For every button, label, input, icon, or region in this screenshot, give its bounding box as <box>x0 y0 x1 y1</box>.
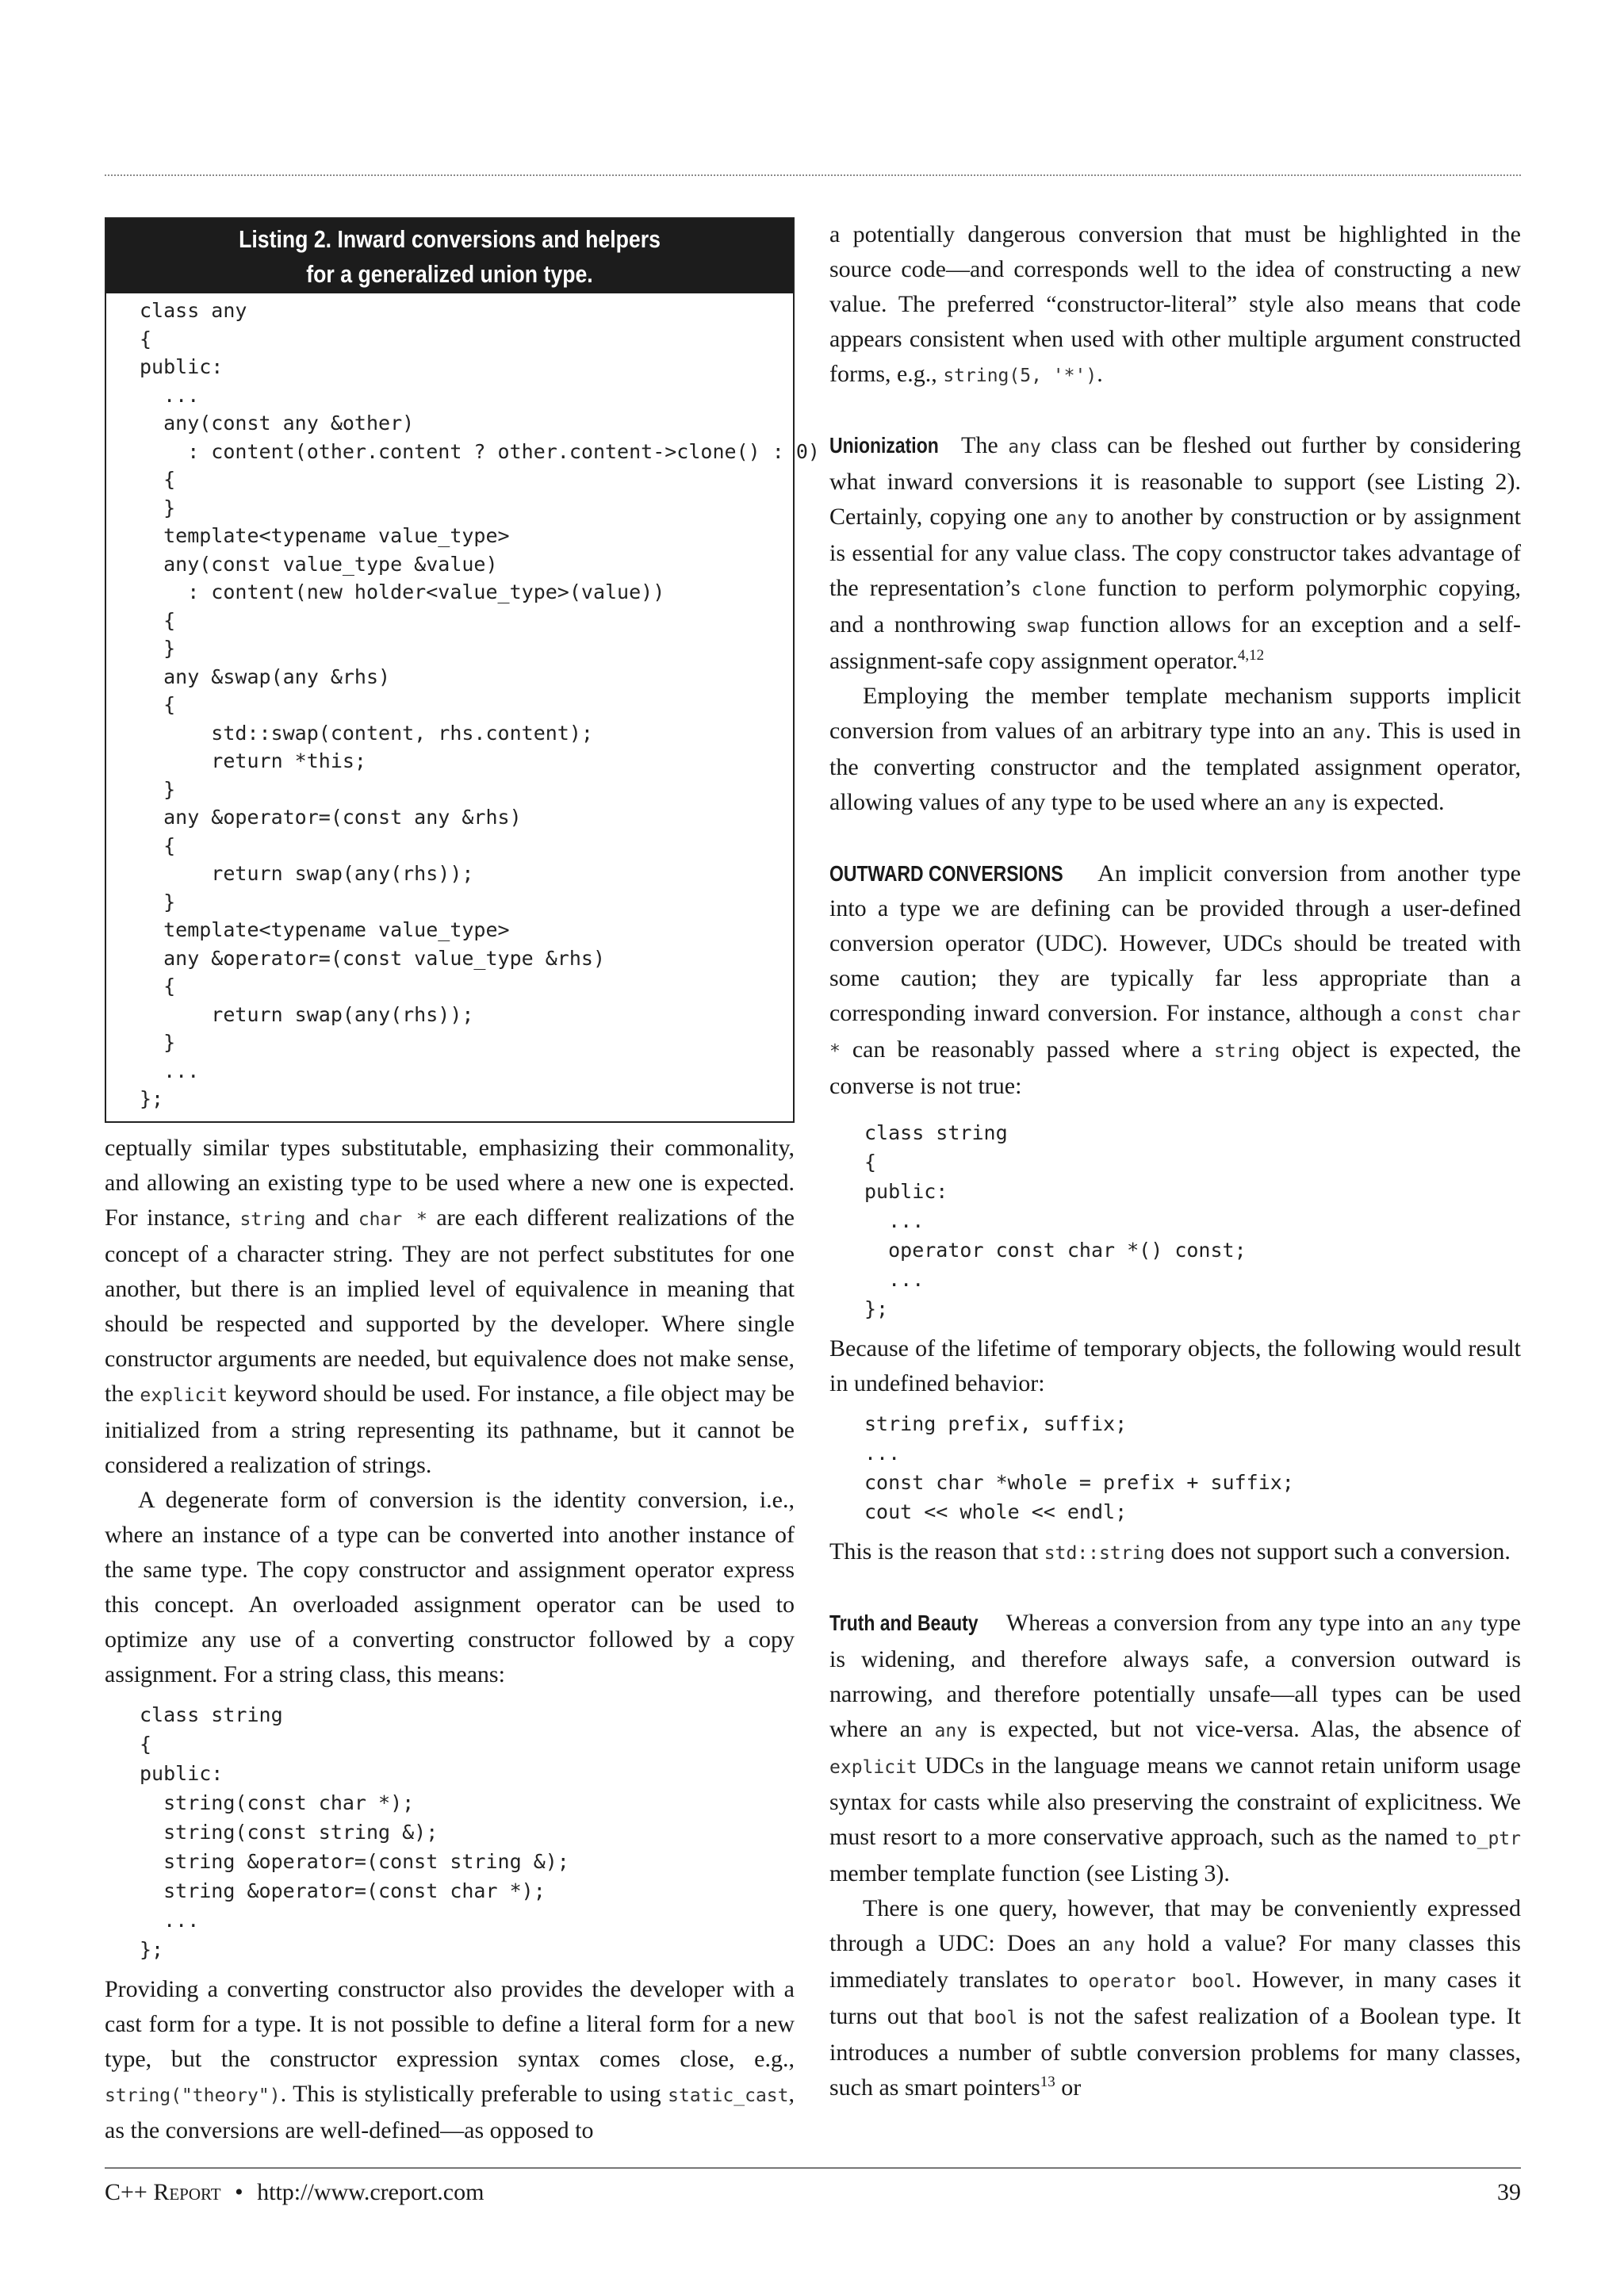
listing-box <box>105 217 820 1123</box>
citation: 13 <box>1040 2074 1055 2090</box>
inline-code: string("theory") <box>105 2085 281 2106</box>
footer-rule <box>105 2167 1521 2169</box>
left-paragraph-2: A degenerate form of conversion is the identity conversion, i.e., where an instance of a type can be converted into another instance of the same type. The copy constructor and assignment operator express this concept. An overloaded assignment operator can be used to optimize any use of a converting constructor followed by a copy assignment. For a string class, this means: <box>105 1486 795 1687</box>
run-in-heading: Truth and Beauty <box>829 1611 979 1635</box>
publication-name: C++ Report <box>105 2179 221 2205</box>
run-in-heading: Unionization <box>829 433 939 458</box>
inline-code: operator bool <box>1088 1971 1236 1992</box>
inline-code: any <box>1055 508 1089 529</box>
left-paragraph-1: ceptually similar types substitutable, emphasizing their commonality, and allowing an existing type to be used where a new one is expected. For instance, string and char * are each different realizations of the concept of a character string. They are not perfect substitutes for one another, but there is an implied level of equivalence in meaning that should be respected and supported by the developer. Where single constructor arguments are needed, but equivalence does not make sense, the explicit keyword should be used. For instance, a file object may be initialized from a string representing its pathname, but it cannot be considered a realization of strings. <box>105 1134 795 1478</box>
inline-code: static_cast <box>668 2085 789 2106</box>
code-string-class: class string { public: string(const char *); string(const string &); string &operator=(const string &); string &operator=(const char *); ... }; <box>140 1703 569 1961</box>
section-unionization: Unionization The any class can be fleshed out further by considering what inward conversions it is reasonable to support (see Listing 2). Certainly, copying one any to another by construction or by assignment is essential for any value class. The copy constructor takes advantage of the representation’s clone function to perform polymorphic copying, and a nonthrowing swap function allows for an exception and a self-assignment-safe copy assignment operator.$^{4,12}$ <box>829 428 1521 679</box>
inline-code: any <box>1293 794 1327 814</box>
citation: 4,12 <box>1237 647 1265 664</box>
left-column <box>105 217 820 2148</box>
left-paragraph-3: Providing a converting constructor also provides the developer with a cast form for a type. It is not possible to define a literal form for a new type, but the constructor expression syntax comes close, e.g., string("theory"). This is stylistically preferable to using static_cast, as the conversions are well-defined—as opposed to <box>105 1975 795 2143</box>
inline-code: swap <box>1025 616 1071 637</box>
page-footer <box>105 2179 1521 2206</box>
inline-code: any <box>1332 722 1365 743</box>
inline-code: clone <box>1031 580 1087 600</box>
inline-code: to_ptr <box>1454 1829 1521 1849</box>
right-paragraph-2: Employing the member template mechanism supports implicit conversion from values of an arbitrary type into an any. This is used in the converting constructor and the templated assignment operator, allowing values of any type to be used where an any is expected. <box>829 683 1521 815</box>
inline-code: any <box>1008 437 1041 458</box>
footer-separator: • <box>235 2179 243 2205</box>
inline-code: any <box>1440 1614 1473 1635</box>
code-temporary: string prefix, suffix; ... const char *whole = prefix + suffix; cout << whole << endl; <box>864 1412 1294 1523</box>
inline-code: std::string <box>1044 1543 1166 1564</box>
right-paragraph-3: Because of the lifetime of temporary objects, the following would result in undefined behavior: <box>829 1335 1521 1396</box>
inline-code: const char * <box>829 1005 1521 1062</box>
right-paragraph-5: There is one query, however, that may be conveniently expressed through a UDC: Does an any hold a value? For many classes this immediately translates to operator bool. However, in many cases it turns out that bool is not the safest realization of a Boolean type. It introduces a number of subtle conversion problems for many classes, such as smart pointers$^{13}$ or <box>829 1895 1521 2101</box>
run-in-heading: OUTWARD CONVERSIONS <box>829 861 1063 886</box>
listing-title-line1: Listing 2. Inward conversions and helpers <box>239 225 661 253</box>
right-paragraph-1: a potentially dangerous conversion that must be highlighted in the source code—and corresponds well to the idea of constructing a new value. The preferred “constructor-literal” style also means that code appears consistent when used with other multiple argument constructed forms, e.g., string(5, '*'). <box>829 221 1521 387</box>
inline-code: string <box>1214 1041 1281 1062</box>
right-column <box>829 217 1521 2105</box>
inline-code: bool <box>974 2008 1018 2028</box>
inline-code: explicit <box>829 1757 917 1778</box>
inline-code: explicit <box>140 1385 228 1406</box>
section-truth-and-beauty: Truth and Beauty Whereas a conversion from any type into an any type is widening, and therefore always safe, a conversion outward is narrowing, and therefore potentially unsafe—all types can be used where an any is expected, but not vice-versa. Alas, the absence of explicit UDCs in the language means we cannot retain uniform usage syntax for casts while also preserving the constraint of explicitness. We must resort to a more conservative approach, such as the named to_ptr member template function (see Listing 3). <box>829 1606 1521 1891</box>
footer-url: http://www.creport.com <box>257 2179 485 2205</box>
listing-code: class any { public: ... any(const any &other) : content(other.content ? other.content->clone() : 0) { } template<typename value_type> any(const value_type &value) : content(new holder<value_type>(value)) { } any &swap(any &rhs) { std::swap(content, rhs.content); return *this; } any &operator=(const any &rhs) { return swap(any(rhs)); } template<typename value_type> any &operator=(const value_type &rhs) { return swap(any(rhs)); } ... }; <box>140 299 820 1110</box>
inline-code: string(5, '*') <box>943 366 1097 386</box>
inline-code: char * <box>358 1208 427 1230</box>
listing-title-line2: for a generalized union type. <box>306 260 593 288</box>
inline-code: any <box>934 1721 968 1741</box>
inline-code: any <box>1102 1935 1136 1955</box>
section-outward-conversions: OUTWARD CONVERSIONS An implicit conversion from another type into a type we are defining can be provided through a user-defined conversion operator (UDC). However, UDCs should be treated with some caution; they are typically far less appropriate than a corresponding inward conversion. For instance, although a const char * can be reasonably passed where a string object is expected, the converse is not true: <box>829 856 1521 1104</box>
code-string-udc: class string { public: ... operator const char *() const; ... }; <box>864 1121 1247 1320</box>
inline-code: string <box>239 1208 306 1230</box>
page-number: 39 <box>1497 2179 1521 2205</box>
listing-title <box>106 219 793 293</box>
header-rule <box>105 174 1521 176</box>
right-paragraph-4: This is the reason that std::string does not support such a conversion. <box>829 1538 1511 1565</box>
